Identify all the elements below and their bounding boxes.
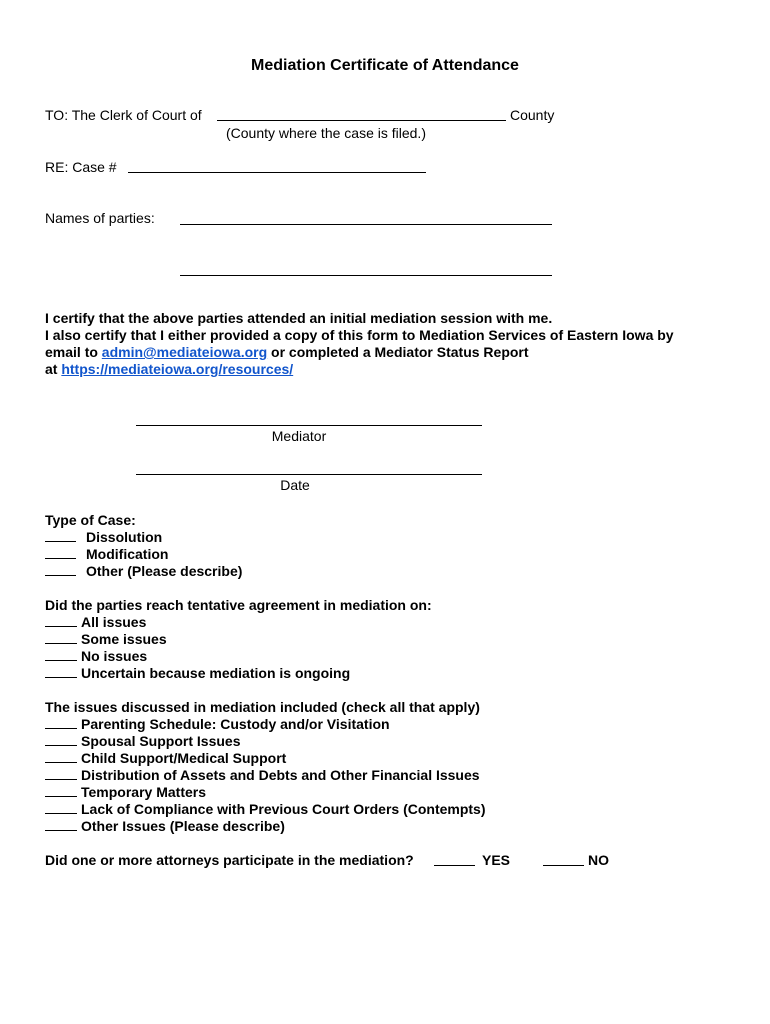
mediator-label: Mediator — [271, 428, 327, 444]
issue-option — [45, 818, 285, 835]
certify-line-4 — [45, 361, 293, 378]
page-title: Mediation Certificate of Attendance — [251, 57, 519, 74]
checkbox-blank[interactable] — [45, 631, 77, 644]
agreement-heading: Did the parties reach tentative agreement in mediation on: — [45, 597, 432, 613]
checkbox-blank[interactable] — [45, 784, 77, 797]
checkbox-blank[interactable] — [45, 563, 76, 576]
option-label: Parenting Schedule: Custody and/or Visitation — [81, 716, 390, 732]
certify-line-2: I also certify that I either provided a copy of this form to Mediation Services of Eastern Iowa by — [45, 327, 674, 343]
attorneys-no-blank[interactable] — [543, 853, 584, 866]
case-number-field[interactable] — [128, 172, 426, 173]
agreement-option — [45, 614, 146, 631]
checkbox-blank[interactable] — [45, 801, 77, 814]
date-label: Date — [280, 477, 310, 493]
issue-option — [45, 767, 480, 784]
attorneys-yes-blank[interactable] — [434, 853, 475, 866]
option-label: All issues — [81, 614, 147, 630]
to-prefix: TO: The Clerk of Court of — [45, 107, 202, 123]
county-hint: (County where the case is filed.) — [226, 125, 426, 141]
date-field[interactable] — [136, 474, 482, 475]
certify-line-3-post: or completed a Mediator Status Report — [267, 344, 529, 360]
issue-option — [45, 801, 486, 818]
agreement-option — [45, 648, 147, 665]
mediator-signature-field[interactable] — [136, 425, 482, 426]
county-field[interactable] — [217, 120, 506, 121]
issue-option — [45, 750, 286, 767]
option-label: Child Support/Medical Support — [81, 750, 287, 766]
option-label: Other (Please describe) — [86, 563, 243, 579]
agreement-option — [45, 665, 350, 682]
attorneys-no-label: NO — [588, 852, 609, 868]
attorneys-question: Did one or more attorneys participate in the mediation? — [45, 852, 414, 868]
certify-line-4-pre: at — [45, 361, 62, 377]
option-label: Dissolution — [86, 529, 163, 545]
option-label: Distribution of Assets and Debts and Other Financial Issues — [81, 767, 480, 783]
option-label: Other Issues (Please describe) — [81, 818, 285, 834]
issues-heading: The issues discussed in mediation included (check all that apply) — [45, 699, 480, 715]
checkbox-blank[interactable] — [45, 767, 77, 780]
issue-option — [45, 733, 240, 750]
issue-option — [45, 784, 206, 801]
checkbox-blank[interactable] — [45, 716, 77, 729]
agreement-option — [45, 631, 167, 648]
checkbox-blank[interactable] — [45, 614, 77, 627]
checkbox-blank[interactable] — [45, 665, 77, 678]
certify-line-1: I certify that the above parties attended an initial mediation session with me. — [45, 310, 553, 326]
checkbox-blank[interactable] — [45, 529, 76, 542]
option-label: Temporary Matters — [81, 784, 207, 800]
resources-link[interactable]: https://mediateiowa.org/resources/ — [61, 361, 294, 377]
to-suffix: County — [510, 107, 555, 123]
email-link[interactable]: admin@mediateiowa.org — [101, 344, 268, 360]
attorneys-yes-label: YES — [482, 852, 511, 868]
case-type-option — [45, 563, 242, 580]
checkbox-blank[interactable] — [45, 733, 77, 746]
case-number-label: RE: Case # — [45, 159, 117, 175]
option-label: Spousal Support Issues — [81, 733, 241, 749]
case-type-option — [45, 529, 162, 546]
option-label: Modification — [86, 546, 169, 562]
checkbox-blank[interactable] — [45, 546, 76, 559]
option-label: Lack of Compliance with Previous Court Orders (Contempts) — [81, 801, 486, 817]
checkbox-blank[interactable] — [45, 648, 77, 661]
case-type-heading: Type of Case: — [45, 512, 136, 528]
parties-label: Names of parties: — [45, 210, 155, 226]
certify-line-3 — [45, 344, 529, 361]
checkbox-blank[interactable] — [45, 818, 77, 831]
issue-option — [45, 716, 390, 733]
case-type-option — [45, 546, 168, 563]
certify-line-3-pre: email to — [45, 344, 102, 360]
option-label: No issues — [81, 648, 148, 664]
party-name-field-2[interactable] — [180, 275, 552, 276]
option-label: Some issues — [81, 631, 167, 647]
option-label: Uncertain because mediation is ongoing — [81, 665, 351, 681]
party-name-field-1[interactable] — [180, 224, 552, 225]
checkbox-blank[interactable] — [45, 750, 77, 763]
